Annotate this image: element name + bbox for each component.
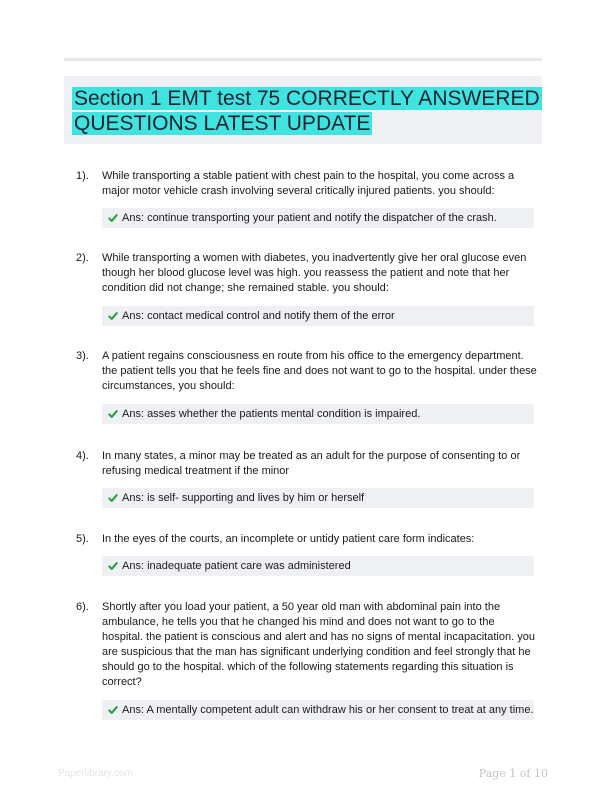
check-icon (108, 561, 118, 571)
page-number: Page 1 of 10 (478, 767, 548, 780)
answer-text: Ans: contact medical control and notify them of the error (122, 310, 395, 322)
check-icon (108, 311, 118, 321)
document-title (72, 86, 542, 136)
answer-text: Ans: is self- supporting and lives by him or herself (122, 492, 365, 504)
question-number: 1). (76, 170, 89, 182)
question-number: 2). (76, 252, 89, 264)
question-text: In the eyes of the courts, an incomplete or untidy patient care form indicates: (102, 533, 475, 545)
question-number: 5). (76, 533, 89, 545)
answer-box (102, 404, 534, 424)
answer-box (102, 488, 534, 508)
title-box (64, 76, 542, 144)
answer-text: Ans: A mentally competent adult can withdraw his or her consent to treat at any time. (122, 704, 534, 716)
check-icon (108, 493, 118, 503)
question-number: 6). (76, 601, 89, 613)
question-number: 4). (76, 450, 89, 462)
question-text: A patient regains consciousness en route from his office to the emergency department. the patient tells you that he feels fine and does not want to go to the hospital. under these circumstances, you should: (102, 350, 537, 392)
answer-box (102, 306, 534, 326)
check-icon (108, 409, 118, 419)
question-text: While transporting a women with diabetes, you inadvertently give her oral glucose even though her blood glucose level was high. you reassess the patient and note that her condition did not change; she remained stable. you should: (102, 252, 527, 294)
answer-text: Ans: inadequate patient care was administered (122, 560, 351, 572)
answer-text: Ans: asses whether the patients mental condition is impaired. (122, 408, 421, 420)
question-text: While transporting a stable patient with chest pain to the hospital, you come across a major motor vehicle crash involving several critically injured patients. you should: (102, 170, 515, 197)
answer-box (102, 208, 534, 228)
answer-box (102, 700, 534, 720)
question-text: Shortly after you load your patient, a 50 year old man with abdominal pain into the ambulance, he tells you that he changed his mind and does not want to go to the hospital. the patient is conscious and alert and has no signs of mental incapacitation. you are suspicious that the man has significant underlying condition and feel strongly that he should go to the hospital. which of the following statements regarding this situation is correct? (102, 601, 535, 688)
answer-text: Ans: continue transporting your patient and notify the dispatcher of the crash. (122, 212, 497, 224)
footer-watermark: Paperlibrary.com (58, 768, 133, 779)
document-title-text: Section 1 EMT test 75 CORRECTLY ANSWERED QUESTIONS LATEST UPDATE (74, 87, 540, 135)
question-text: In many states, a minor may be treated as an adult for the purpose of consenting to or refusing medical treatment if the minor (102, 450, 521, 477)
question-number: 3). (76, 350, 89, 362)
answer-box (102, 556, 534, 576)
check-icon (108, 705, 118, 715)
top-divider (64, 58, 542, 61)
check-icon (108, 213, 118, 223)
